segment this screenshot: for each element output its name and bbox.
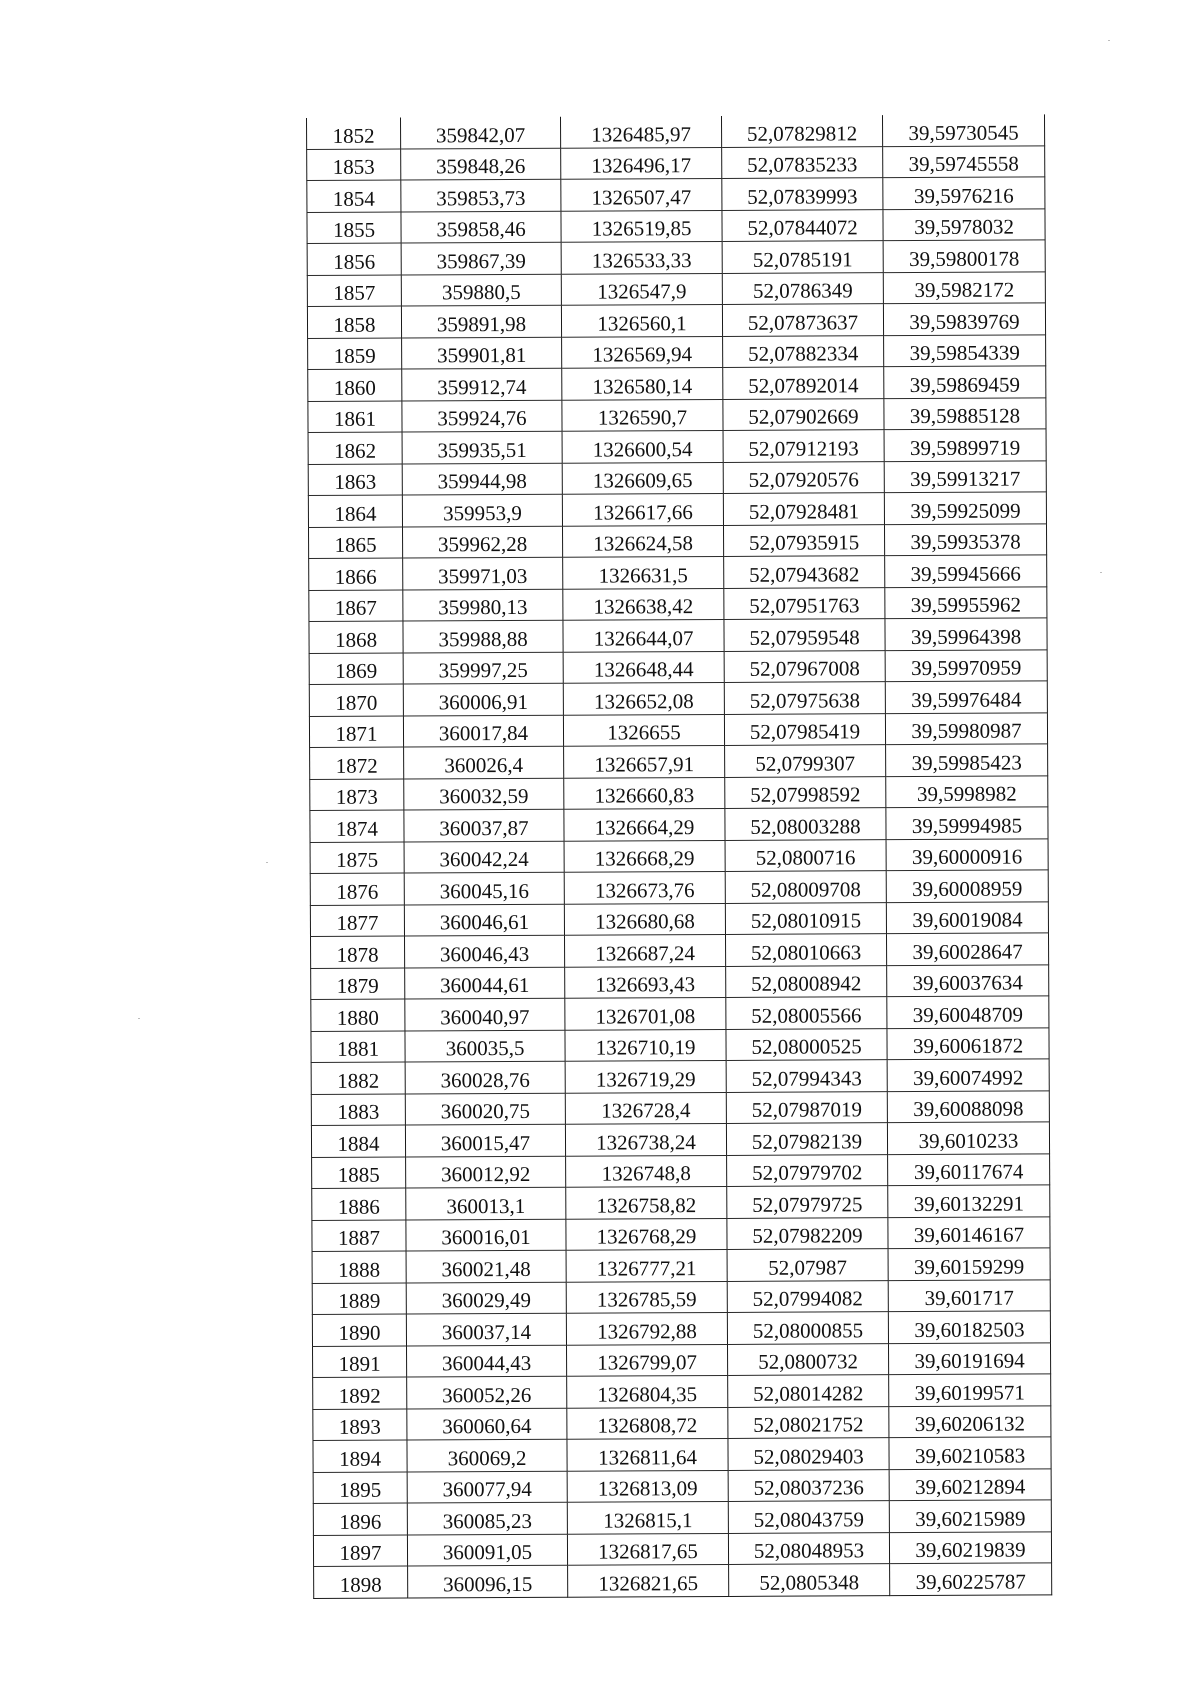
- x-coordinate-cell: 360028,76: [405, 1061, 565, 1093]
- latitude-cell: 52,07985419: [724, 713, 885, 745]
- latitude-cell: 52,08000855: [727, 1312, 888, 1344]
- latitude-cell: 52,0800732: [727, 1343, 888, 1375]
- longitude-cell: 39,60210583: [889, 1437, 1051, 1469]
- longitude-cell: 39,59970959: [885, 649, 1047, 681]
- table-row: [313, 1468, 1051, 1503]
- x-coordinate-cell: 359912,74: [402, 368, 562, 400]
- y-coordinate-cell: 1326660,83: [564, 777, 725, 809]
- point-number-cell: 1878: [310, 936, 404, 968]
- table-row: [309, 555, 1047, 590]
- table-row: [307, 271, 1045, 306]
- y-coordinate-cell: 1326808,72: [567, 1407, 728, 1439]
- x-coordinate-cell: 360035,5: [405, 1030, 565, 1062]
- point-number-cell: 1852: [307, 118, 401, 149]
- scan-speck: [266, 862, 268, 863]
- latitude-cell: 52,08010915: [725, 902, 886, 934]
- longitude-cell: 39,60117674: [888, 1153, 1050, 1185]
- longitude-cell: 39,5982172: [883, 271, 1045, 303]
- point-number-cell: 1886: [312, 1188, 406, 1220]
- table-row: [309, 649, 1047, 684]
- x-coordinate-cell: 360045,16: [404, 872, 564, 904]
- y-coordinate-cell: 1326668,29: [564, 840, 725, 872]
- x-coordinate-cell: 360006,91: [403, 683, 563, 715]
- longitude-cell: 39,59985423: [886, 744, 1048, 776]
- point-number-cell: 1889: [312, 1283, 406, 1315]
- latitude-cell: 52,07943682: [724, 556, 885, 588]
- longitude-cell: 39,59955962: [885, 586, 1047, 618]
- longitude-cell: 39,60219839: [889, 1531, 1051, 1563]
- latitude-cell: 52,08043759: [728, 1501, 889, 1533]
- latitude-cell: 52,07928481: [723, 493, 884, 525]
- longitude-cell: 39,59994985: [886, 807, 1048, 839]
- scan-speck: [1100, 572, 1102, 573]
- x-coordinate-cell: 359867,39: [401, 242, 561, 274]
- point-number-cell: 1881: [311, 1031, 405, 1063]
- point-number-cell: 1883: [311, 1094, 405, 1126]
- point-number-cell: 1860: [308, 369, 402, 401]
- longitude-cell: 39,60182503: [888, 1311, 1050, 1343]
- table-row: [310, 775, 1048, 810]
- y-coordinate-cell: 1326815,1: [567, 1501, 728, 1533]
- longitude-cell: 39,59980987: [885, 712, 1047, 744]
- y-coordinate-cell: 1326485,97: [560, 116, 721, 148]
- latitude-cell: 52,07935915: [723, 524, 884, 556]
- latitude-cell: 52,07912193: [723, 430, 884, 462]
- x-coordinate-cell: 359842,07: [400, 117, 560, 149]
- x-coordinate-cell: 360040,97: [405, 998, 565, 1030]
- x-coordinate-cell: 360046,43: [404, 935, 564, 967]
- y-coordinate-cell: 1326813,09: [567, 1470, 728, 1502]
- longitude-cell: 39,60199571: [889, 1374, 1051, 1406]
- table-row: [313, 1531, 1051, 1566]
- scan-speck: [138, 1018, 140, 1019]
- table-row: [312, 1216, 1050, 1251]
- point-number-cell: 1890: [312, 1314, 406, 1346]
- x-coordinate-cell: 360069,2: [407, 1439, 567, 1471]
- longitude-cell: 39,60159299: [888, 1248, 1050, 1280]
- table-row: [307, 208, 1045, 243]
- latitude-cell: 52,08003288: [725, 808, 886, 840]
- y-coordinate-cell: 1326600,54: [562, 430, 723, 462]
- x-coordinate-cell: 360046,61: [404, 904, 564, 936]
- y-coordinate-cell: 1326507,47: [561, 178, 722, 210]
- x-coordinate-cell: 359901,81: [402, 337, 562, 369]
- x-coordinate-cell: 359935,51: [402, 431, 562, 463]
- y-coordinate-cell: 1326687,24: [564, 934, 725, 966]
- latitude-cell: 52,07979702: [727, 1154, 888, 1186]
- y-coordinate-cell: 1326710,19: [565, 1029, 726, 1061]
- point-number-cell: 1892: [313, 1377, 407, 1409]
- table-row: [311, 1059, 1049, 1094]
- point-number-cell: 1868: [309, 621, 403, 653]
- table-row: [307, 145, 1045, 180]
- y-coordinate-cell: 1326655: [563, 714, 724, 746]
- latitude-cell: 52,0800716: [725, 839, 886, 871]
- x-coordinate-cell: 359848,26: [401, 148, 561, 180]
- y-coordinate-cell: 1326638,42: [563, 588, 724, 620]
- longitude-cell: 39,60206132: [889, 1405, 1051, 1437]
- latitude-cell: 52,08000525: [726, 1028, 887, 1060]
- point-number-cell: 1897: [313, 1535, 407, 1567]
- latitude-cell: 52,0799307: [725, 745, 886, 777]
- table-row: [309, 681, 1047, 716]
- y-coordinate-cell: 1326609,65: [562, 462, 723, 494]
- y-coordinate-cell: 1326644,07: [563, 619, 724, 651]
- x-coordinate-cell: 360029,49: [406, 1282, 566, 1314]
- table-row: [310, 838, 1048, 873]
- longitude-cell: 39,60212894: [889, 1468, 1051, 1500]
- point-number-cell: 1875: [310, 842, 404, 874]
- x-coordinate-cell: 360096,15: [408, 1565, 568, 1597]
- x-coordinate-cell: 360042,24: [404, 841, 564, 873]
- x-coordinate-cell: 359858,46: [401, 211, 561, 243]
- table-row: [313, 1500, 1051, 1535]
- longitude-cell: 39,6010233: [887, 1122, 1049, 1154]
- longitude-cell: 39,59854339: [884, 334, 1046, 366]
- longitude-cell: 39,60191694: [888, 1342, 1050, 1374]
- latitude-cell: 52,08021752: [728, 1406, 889, 1438]
- y-coordinate-cell: 1326580,14: [562, 367, 723, 399]
- latitude-cell: 52,07979725: [727, 1186, 888, 1218]
- longitude-cell: 39,5998982: [886, 775, 1048, 807]
- point-number-cell: 1864: [308, 495, 402, 527]
- latitude-cell: 52,08009708: [725, 871, 886, 903]
- x-coordinate-cell: 359891,98: [401, 305, 561, 337]
- table-row: [310, 807, 1048, 842]
- table-row: [308, 334, 1046, 369]
- x-coordinate-cell: 360044,43: [407, 1345, 567, 1377]
- x-coordinate-cell: 359953,9: [402, 494, 562, 526]
- point-number-cell: 1888: [312, 1251, 406, 1283]
- table-row: [313, 1342, 1051, 1377]
- y-coordinate-cell: 1326569,94: [562, 336, 723, 368]
- point-number-cell: 1895: [313, 1472, 407, 1504]
- x-coordinate-cell: 360060,64: [407, 1408, 567, 1440]
- point-number-cell: 1866: [309, 558, 403, 590]
- latitude-cell: 52,07987019: [726, 1091, 887, 1123]
- y-coordinate-cell: 1326792,88: [566, 1312, 727, 1344]
- y-coordinate-cell: 1326624,58: [562, 525, 723, 557]
- longitude-cell: 39,60008959: [886, 870, 1048, 902]
- longitude-cell: 39,60048709: [887, 996, 1049, 1028]
- point-number-cell: 1863: [308, 464, 402, 496]
- point-number-cell: 1876: [310, 873, 404, 905]
- scan-speck: [1108, 40, 1110, 41]
- latitude-cell: 52,07882334: [723, 335, 884, 367]
- longitude-cell: 39,59899719: [884, 429, 1046, 461]
- point-number-cell: 1887: [312, 1220, 406, 1252]
- y-coordinate-cell: 1326519,85: [561, 210, 722, 242]
- y-coordinate-cell: 1326811,64: [567, 1438, 728, 1470]
- table-row: [311, 964, 1049, 999]
- x-coordinate-cell: 360020,75: [405, 1093, 565, 1125]
- latitude-cell: 52,07892014: [723, 367, 884, 399]
- longitude-cell: 39,59800178: [883, 240, 1045, 272]
- table-row: [307, 114, 1045, 149]
- latitude-cell: 52,07873637: [722, 304, 883, 336]
- x-coordinate-cell: 360026,4: [404, 746, 564, 778]
- point-number-cell: 1871: [309, 716, 403, 748]
- x-coordinate-cell: 359997,25: [403, 652, 563, 684]
- x-coordinate-cell: 360037,14: [406, 1313, 566, 1345]
- x-coordinate-cell: 359853,73: [401, 179, 561, 211]
- longitude-cell: 39,60000916: [886, 838, 1048, 870]
- x-coordinate-cell: 359971,03: [403, 557, 563, 589]
- coordinates-table: [306, 114, 1052, 1598]
- longitude-cell: 39,59945666: [885, 555, 1047, 587]
- longitude-cell: 39,60037634: [887, 964, 1049, 996]
- x-coordinate-cell: 360015,47: [405, 1124, 565, 1156]
- table-row: [312, 1279, 1050, 1314]
- x-coordinate-cell: 360037,87: [404, 809, 564, 841]
- y-coordinate-cell: 1326496,17: [561, 147, 722, 179]
- point-number-cell: 1855: [307, 212, 401, 244]
- latitude-cell: 52,08010663: [725, 934, 886, 966]
- x-coordinate-cell: 359924,76: [402, 400, 562, 432]
- longitude-cell: 39,60088098: [887, 1090, 1049, 1122]
- point-number-cell: 1873: [310, 779, 404, 811]
- y-coordinate-cell: 1326590,7: [562, 399, 723, 431]
- y-coordinate-cell: 1326533,33: [561, 241, 722, 273]
- latitude-cell: 52,07994343: [726, 1060, 887, 1092]
- latitude-cell: 52,07998592: [725, 776, 886, 808]
- table-row: [310, 870, 1048, 905]
- table-row: [310, 901, 1048, 936]
- y-coordinate-cell: 1326617,66: [562, 493, 723, 525]
- y-coordinate-cell: 1326738,24: [565, 1123, 726, 1155]
- latitude-cell: 52,07987: [727, 1249, 888, 1281]
- y-coordinate-cell: 1326673,76: [564, 871, 725, 903]
- point-number-cell: 1870: [309, 684, 403, 716]
- longitude-cell: 39,59913217: [884, 460, 1046, 492]
- x-coordinate-cell: 359980,13: [403, 589, 563, 621]
- point-number-cell: 1853: [307, 149, 401, 181]
- coordinates-table-body: [307, 114, 1052, 1598]
- y-coordinate-cell: 1326804,35: [567, 1375, 728, 1407]
- y-coordinate-cell: 1326560,1: [561, 304, 722, 336]
- point-number-cell: 1894: [313, 1440, 407, 1472]
- latitude-cell: 52,08005566: [726, 997, 887, 1029]
- table-row: [307, 177, 1045, 212]
- longitude-cell: 39,59976484: [885, 681, 1047, 713]
- latitude-cell: 52,08014282: [728, 1375, 889, 1407]
- y-coordinate-cell: 1326648,44: [563, 651, 724, 683]
- point-number-cell: 1898: [314, 1566, 408, 1598]
- y-coordinate-cell: 1326758,82: [566, 1186, 727, 1218]
- table-row: [311, 1027, 1049, 1062]
- latitude-cell: 52,07829812: [721, 115, 882, 147]
- x-coordinate-cell: 360091,05: [407, 1534, 567, 1566]
- table-row: [307, 303, 1045, 338]
- table-row: [310, 933, 1048, 968]
- y-coordinate-cell: 1326817,65: [567, 1533, 728, 1565]
- point-number-cell: 1872: [310, 747, 404, 779]
- table-row: [314, 1563, 1052, 1598]
- latitude-cell: 52,0805348: [729, 1564, 890, 1596]
- point-number-cell: 1885: [312, 1157, 406, 1189]
- x-coordinate-cell: 359988,88: [403, 620, 563, 652]
- table-row: [308, 366, 1046, 401]
- point-number-cell: 1859: [308, 338, 402, 370]
- longitude-cell: 39,59745558: [883, 145, 1045, 177]
- longitude-cell: 39,60225787: [890, 1563, 1052, 1595]
- longitude-cell: 39,60215989: [889, 1500, 1051, 1532]
- table-row: [313, 1437, 1051, 1472]
- longitude-cell: 39,5978032: [883, 208, 1045, 240]
- table-row: [313, 1405, 1051, 1440]
- latitude-cell: 52,07994082: [727, 1280, 888, 1312]
- longitude-cell: 39,59869459: [884, 366, 1046, 398]
- point-number-cell: 1867: [309, 590, 403, 622]
- y-coordinate-cell: 1326693,43: [565, 966, 726, 998]
- point-number-cell: 1882: [311, 1062, 405, 1094]
- latitude-cell: 52,0785191: [722, 241, 883, 273]
- x-coordinate-cell: 359880,5: [401, 274, 561, 306]
- table-row: [307, 240, 1045, 275]
- point-number-cell: 1856: [307, 243, 401, 275]
- latitude-cell: 52,07920576: [723, 461, 884, 493]
- longitude-cell: 39,60074992: [887, 1059, 1049, 1091]
- x-coordinate-cell: 360012,92: [406, 1156, 566, 1188]
- table-row: [308, 523, 1046, 558]
- latitude-cell: 52,07959548: [724, 619, 885, 651]
- latitude-cell: 52,08008942: [726, 965, 887, 997]
- longitude-cell: 39,59925099: [884, 492, 1046, 524]
- y-coordinate-cell: 1326657,91: [564, 745, 725, 777]
- point-number-cell: 1884: [311, 1125, 405, 1157]
- table-row: [310, 744, 1048, 779]
- table-row: [311, 1122, 1049, 1157]
- longitude-cell: 39,59964398: [885, 618, 1047, 650]
- longitude-cell: 39,59730545: [882, 114, 1044, 146]
- y-coordinate-cell: 1326652,08: [563, 682, 724, 714]
- longitude-cell: 39,60019084: [886, 901, 1048, 933]
- y-coordinate-cell: 1326664,29: [564, 808, 725, 840]
- y-coordinate-cell: 1326719,29: [565, 1060, 726, 1092]
- x-coordinate-cell: 360052,26: [407, 1376, 567, 1408]
- longitude-cell: 39,59839769: [883, 303, 1045, 335]
- y-coordinate-cell: 1326785,59: [566, 1281, 727, 1313]
- table-row: [311, 996, 1049, 1031]
- latitude-cell: 52,07967008: [724, 650, 885, 682]
- x-coordinate-cell: 360032,59: [404, 778, 564, 810]
- x-coordinate-cell: 360085,23: [407, 1502, 567, 1534]
- longitude-cell: 39,60132291: [888, 1185, 1050, 1217]
- point-number-cell: 1857: [307, 275, 401, 307]
- point-number-cell: 1858: [307, 306, 401, 338]
- x-coordinate-cell: 360077,94: [407, 1471, 567, 1503]
- y-coordinate-cell: 1326680,68: [564, 903, 725, 935]
- y-coordinate-cell: 1326768,29: [566, 1218, 727, 1250]
- point-number-cell: 1862: [308, 432, 402, 464]
- x-coordinate-cell: 360021,48: [406, 1250, 566, 1282]
- point-number-cell: 1896: [313, 1503, 407, 1535]
- latitude-cell: 52,08037236: [728, 1469, 889, 1501]
- table-row: [308, 429, 1046, 464]
- point-number-cell: 1893: [313, 1409, 407, 1441]
- table-row: [311, 1090, 1049, 1125]
- table-row: [309, 618, 1047, 653]
- table-row: [309, 586, 1047, 621]
- x-coordinate-cell: 359962,28: [402, 526, 562, 558]
- table-row: [312, 1153, 1050, 1188]
- point-number-cell: 1879: [311, 968, 405, 1000]
- longitude-cell: 39,59935378: [884, 523, 1046, 555]
- table-row: [308, 492, 1046, 527]
- table-row: [312, 1311, 1050, 1346]
- x-coordinate-cell: 360044,61: [405, 967, 565, 999]
- point-number-cell: 1865: [308, 527, 402, 559]
- latitude-cell: 52,07839993: [722, 178, 883, 210]
- longitude-cell: 39,60146167: [888, 1216, 1050, 1248]
- y-coordinate-cell: 1326777,21: [566, 1249, 727, 1281]
- table-row: [308, 397, 1046, 432]
- latitude-cell: 52,08029403: [728, 1438, 889, 1470]
- y-coordinate-cell: 1326821,65: [568, 1564, 729, 1596]
- x-coordinate-cell: 360017,84: [403, 715, 563, 747]
- latitude-cell: 52,07982139: [726, 1123, 887, 1155]
- y-coordinate-cell: 1326748,8: [566, 1155, 727, 1187]
- point-number-cell: 1891: [313, 1346, 407, 1378]
- point-number-cell: 1854: [307, 180, 401, 212]
- point-number-cell: 1869: [309, 653, 403, 685]
- latitude-cell: 52,08048953: [728, 1532, 889, 1564]
- latitude-cell: 52,07902669: [723, 398, 884, 430]
- point-number-cell: 1877: [310, 905, 404, 937]
- table-row: [312, 1248, 1050, 1283]
- x-coordinate-cell: 360016,01: [406, 1219, 566, 1251]
- longitude-cell: 39,59885128: [884, 397, 1046, 429]
- x-coordinate-cell: 360013,1: [406, 1187, 566, 1219]
- longitude-cell: 39,5976216: [883, 177, 1045, 209]
- latitude-cell: 52,0786349: [722, 272, 883, 304]
- point-number-cell: 1874: [310, 810, 404, 842]
- table-row: [309, 712, 1047, 747]
- point-number-cell: 1861: [308, 401, 402, 433]
- table-row: [313, 1374, 1051, 1409]
- latitude-cell: 52,07844072: [722, 209, 883, 241]
- latitude-cell: 52,07951763: [724, 587, 885, 619]
- latitude-cell: 52,07975638: [724, 682, 885, 714]
- x-coordinate-cell: 359944,98: [402, 463, 562, 495]
- longitude-cell: 39,601717: [888, 1279, 1050, 1311]
- y-coordinate-cell: 1326631,5: [563, 556, 724, 588]
- table-row: [308, 460, 1046, 495]
- latitude-cell: 52,07835233: [722, 146, 883, 178]
- longitude-cell: 39,60028647: [886, 933, 1048, 965]
- longitude-cell: 39,60061872: [887, 1027, 1049, 1059]
- point-number-cell: 1880: [311, 999, 405, 1031]
- table-row: [312, 1185, 1050, 1220]
- y-coordinate-cell: 1326547,9: [561, 273, 722, 305]
- y-coordinate-cell: 1326701,08: [565, 997, 726, 1029]
- y-coordinate-cell: 1326799,07: [566, 1344, 727, 1376]
- latitude-cell: 52,07982209: [727, 1217, 888, 1249]
- y-coordinate-cell: 1326728,4: [565, 1092, 726, 1124]
